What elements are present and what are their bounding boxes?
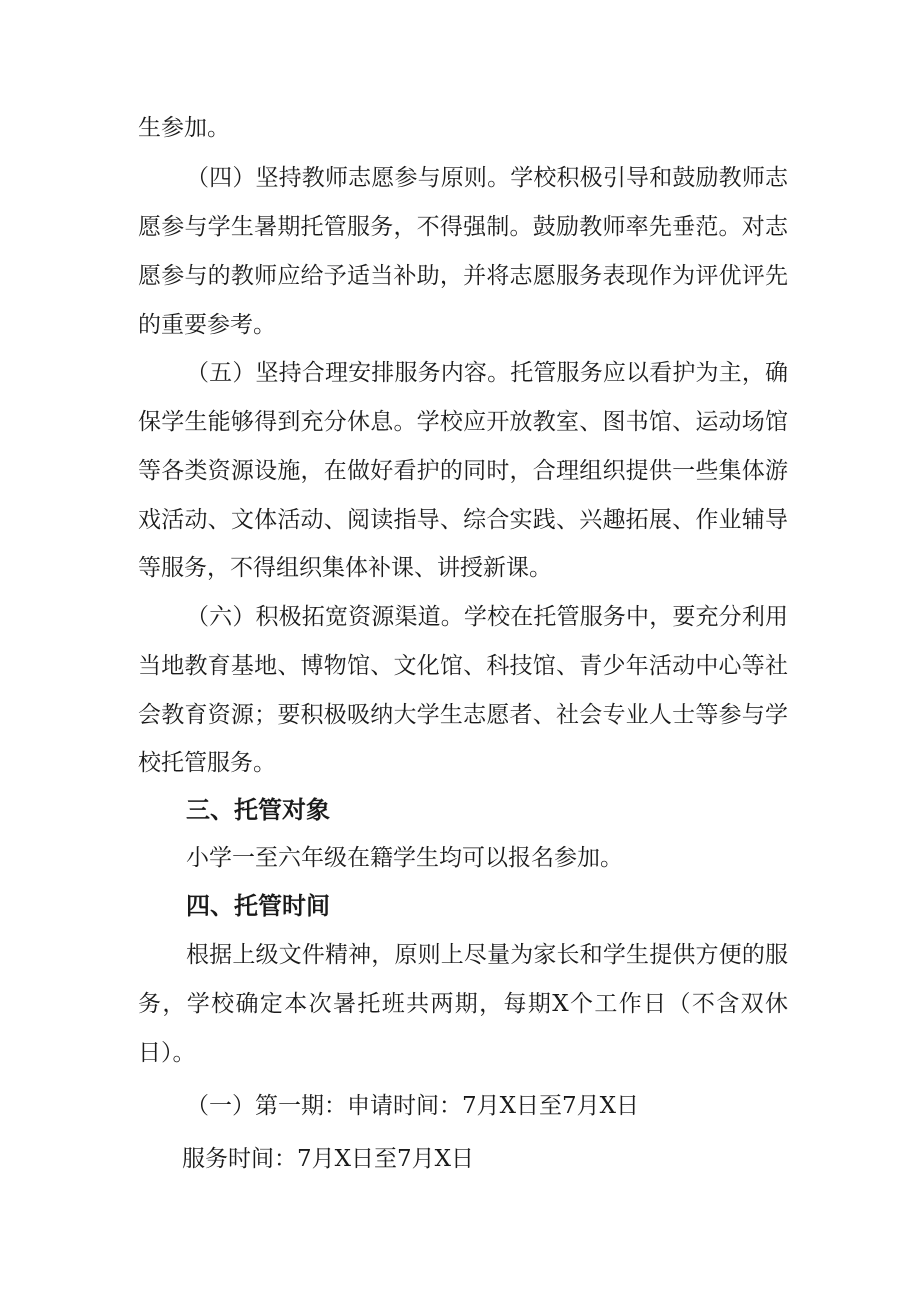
paragraph-line: 会教育资源；要积极吸纳大学生志愿者、社会专业人士等参与学 [138, 702, 788, 728]
paragraph-line: 生参加。 [138, 115, 230, 141]
paragraph-line: （六）积极拓宽资源渠道。学校在托管服务中，要充分利用 [186, 604, 788, 630]
paragraph-line: 愿参与学生暑期托管服务，不得强制。鼓励教师率先垂范。对志 [138, 214, 788, 240]
paragraph-line: 当地教育基地、博物馆、文化馆、科技馆、青少年活动中心等社 [138, 653, 788, 679]
paragraph-line: （一）第一期：申请时间：7月X日至7月X日 [186, 1093, 640, 1119]
paragraph-line: 保学生能够得到充分休息。学校应开放教室、图书馆、运动场馆 [138, 409, 788, 435]
paragraph-line: 根据上级文件精神，原则上尽量为家长和学生提供方便的服 [186, 942, 788, 968]
paragraph-line: 等各类资源设施，在做好看护的同时，合理组织提供一些集体游 [138, 458, 788, 484]
paragraph-line: （五）坚持合理安排服务内容。托管服务应以看护为主，确 [186, 360, 788, 386]
paragraph-line: 愿参与的教师应给予适当补助，并将志愿服务表现作为评优评先 [138, 263, 788, 289]
paragraph-line: 校托管服务。 [138, 750, 276, 776]
paragraph-line: 戏活动、文体活动、阅读指导、综合实践、兴趣拓展、作业辅导 [138, 507, 788, 533]
section-heading: 四、托管时间 [186, 892, 330, 920]
section-heading: 三、托管对象 [186, 796, 330, 824]
paragraph-line: 的重要参考。 [138, 312, 276, 338]
paragraph-line: 小学一至六年级在籍学生均可以报名参加。 [186, 845, 623, 871]
paragraph-line: 日）。 [138, 1040, 196, 1066]
paragraph-line: 等服务，不得组织集体补课、讲授新课。 [138, 555, 552, 581]
paragraph-line: 务，学校确定本次暑托班共两期，每期X个工作日（不含双休 [138, 991, 788, 1017]
paragraph-line: 服务时间：7月X日至7月X日 [182, 1146, 475, 1172]
paragraph-line: （四）坚持教师志愿参与原则。学校积极引导和鼓励教师志 [186, 165, 788, 191]
